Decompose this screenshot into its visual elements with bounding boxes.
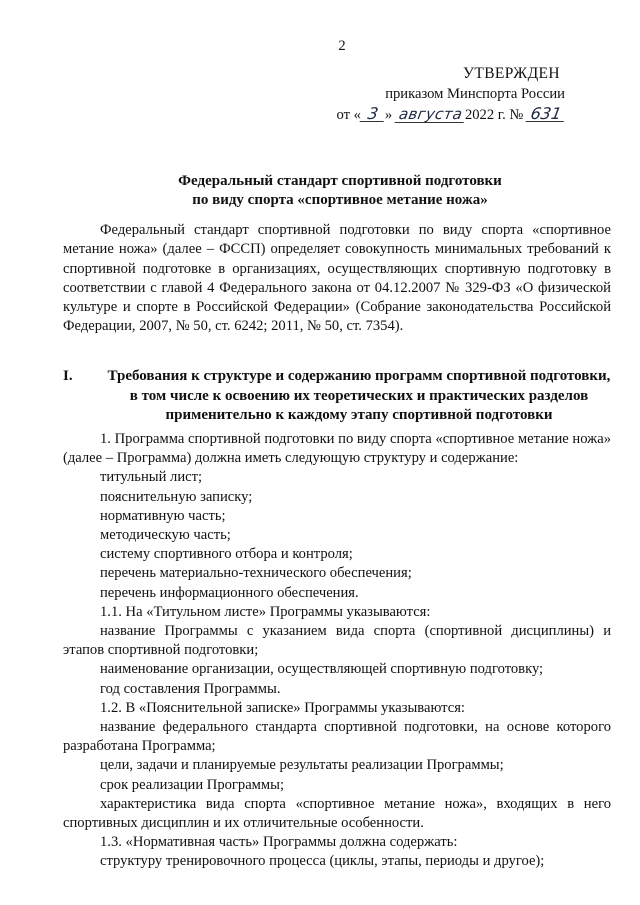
approval-block <box>305 64 565 125</box>
list-item: методическую часть; <box>100 527 231 544</box>
paragraph-1-2-b: цели, задачи и планируемые результаты реализации Программы; <box>100 757 504 774</box>
handwritten-day: 3 <box>359 106 386 122</box>
document-title-line-1: Федеральный стандарт спортивной подготовки <box>178 173 502 189</box>
list-item: нормативную часть; <box>100 507 226 524</box>
date-mid: » <box>384 107 393 123</box>
approval-title: УТВЕРЖДЕН <box>462 65 560 82</box>
paragraph-1-3-a: структуру тренировочного процесса (циклы, этапы, периоды и другое); <box>100 853 545 870</box>
paragraph-1-2: 1.2. В «Пояснительной записке» Программы указываются: <box>100 699 465 716</box>
list-item: систему спортивного отбора и контроля; <box>100 546 353 563</box>
body-text <box>63 430 611 872</box>
document-title <box>40 172 640 210</box>
list-item: перечень материально-технического обеспечения; <box>100 565 412 582</box>
list-item: титульный лист; <box>100 469 203 486</box>
approval-order-line: приказом Минспорта России <box>385 86 565 102</box>
handwritten-order-number: 631 <box>526 106 567 122</box>
list-item: перечень информационного обеспечения. <box>100 584 359 601</box>
paragraph-1-2-a: название федерального стандарта спортивной подготовки, на основе которого разработана Программа; <box>63 719 611 755</box>
intro-paragraph: Федеральный стандарт спортивной подготовки по виду спорта «спортивное метание ножа» (далее – ФССП) определяет совокупность минимальных требований к спортивной подготовке в организациях, осуществляющих спортивную подготовку в соответствии с главой 4 Федерального закона от 04.12.2007 № 329-ФЗ «О физической культуре и спорте в Российской Федерации» (Собрание законодательства Российской Федерации, 2007, № 50, ст. 6242; 2011, № 50, ст. 7354). <box>63 222 611 335</box>
paragraph-1-1: 1.1. На «Титульном листе» Программы указываются: <box>100 603 431 620</box>
paragraph-1-1-b: наименование организации, осуществляющей спортивную подготовку; <box>100 661 544 678</box>
date-year: 2022 г. № <box>464 107 524 123</box>
handwritten-month: августа <box>394 107 466 123</box>
page-number: 2 <box>338 38 346 54</box>
section-heading <box>63 367 611 426</box>
paragraph-1: 1. Программа спортивной подготовки по виду спорта «спортивное метание ножа» (далее – Программа) должна иметь следующую структуру и содержание: <box>63 431 611 467</box>
paragraph-1-1-c: год составления Программы. <box>100 680 281 697</box>
section-number: I. <box>63 368 73 384</box>
document-title-line-2: по виду спорта «спортивное метание ножа» <box>192 192 488 208</box>
paragraph-1-3: 1.3. «Нормативная часть» Программы должна содержать: <box>100 834 458 851</box>
section-title: Требования к структуре и содержанию программ спортивной подготовки, в том числе к освоению их теоретических и практических разделов применительно к каждому этапу спортивной подготовки <box>107 368 611 423</box>
paragraph-1-1-a: название Программы с указанием вида спорта (спортивной дисциплины) и этапов спортивной подготовки; <box>63 623 611 659</box>
intro-section <box>63 221 611 337</box>
paragraph-1-2-c: срок реализации Программы; <box>100 776 285 793</box>
date-prefix: от « <box>336 107 361 123</box>
approval-date-line <box>305 106 565 125</box>
paragraph-1-2-d: характеристика вида спорта «спортивное метание ножа», входящих в него спортивных дисциплин и их отличительные особенности. <box>63 795 611 832</box>
list-item: пояснительную записку; <box>100 488 253 505</box>
